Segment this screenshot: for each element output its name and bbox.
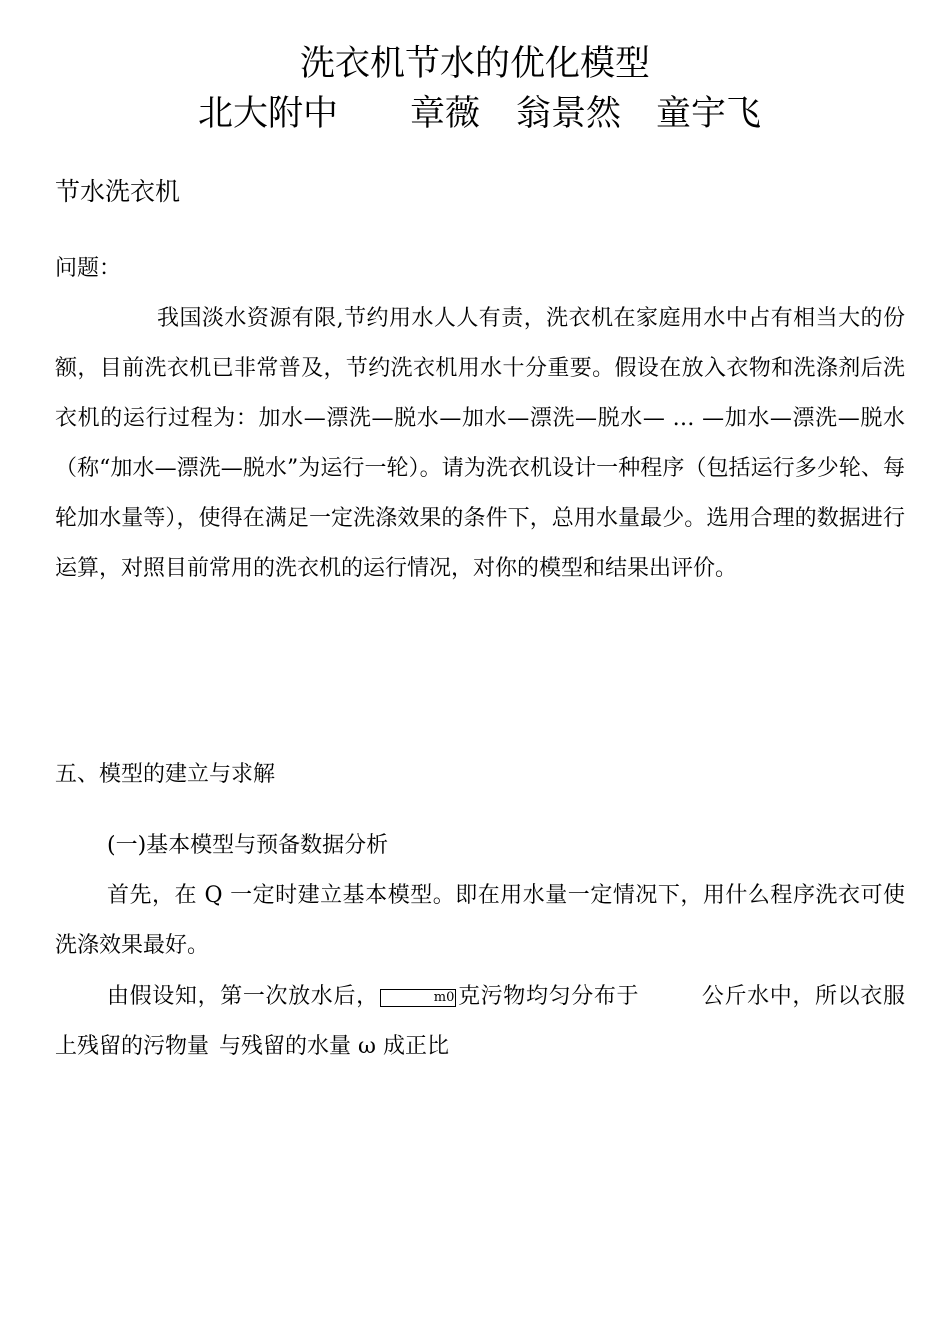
model-subheading: (一)基本模型与预备数据分析 [107,833,389,858]
author-name: 翁景然 [516,94,622,134]
author-name: 章薇 [410,94,481,134]
paragraph-text: 公斤水中，所以衣服上残留的污物量 [55,984,905,1059]
m0-symbol: m0 [380,989,457,1007]
model-section-heading: 五、模型的建立与求解 [55,762,276,787]
author-name: 童宇飞 [656,94,762,134]
problem-label: 问题： [55,256,122,281]
problem-paragraph: 我国淡水资源有限,节约用水人人有责，洗衣机在家庭用水中占有相当大的份额，目前洗衣机已非常普及，节约洗衣机用水十分重要。假设在放入衣物和洗涤剂后洗衣机的运行过程为：加水—漂洗—脱水—加水—漂洗—脱水— … —加水—漂洗—脱水（称“加水—漂洗—脱水”为运行一轮）。请为洗衣机设计一种程序（包括运行多少轮、每轮加水量等），使得在满足一定洗涤效果的条件下，总用水量最少。选用合理的数据进行运算，对照目前常用的洗衣机的运行情况，对你的模型和结果出评价。 [55,306,905,581]
model-paragraph-2 [55,972,905,1072]
paragraph-text: 克污物均匀分布于 [457,984,640,1009]
school-name: 北大附中 [198,94,339,134]
paragraph-text: 与残留的水量 ω 成正比 [219,1034,449,1059]
section-heading: 节水洗衣机 [55,177,181,206]
document-title: 洗衣机节水的优化模型 [299,44,650,84]
paragraph-text: 由假设知，第一次放水后， [107,984,379,1009]
model-paragraph-1: 首先，在 Q 一定时建立基本模型。即在用水量一定情况下，用什么程序洗衣可使洗涤效果最好。 [55,883,905,958]
